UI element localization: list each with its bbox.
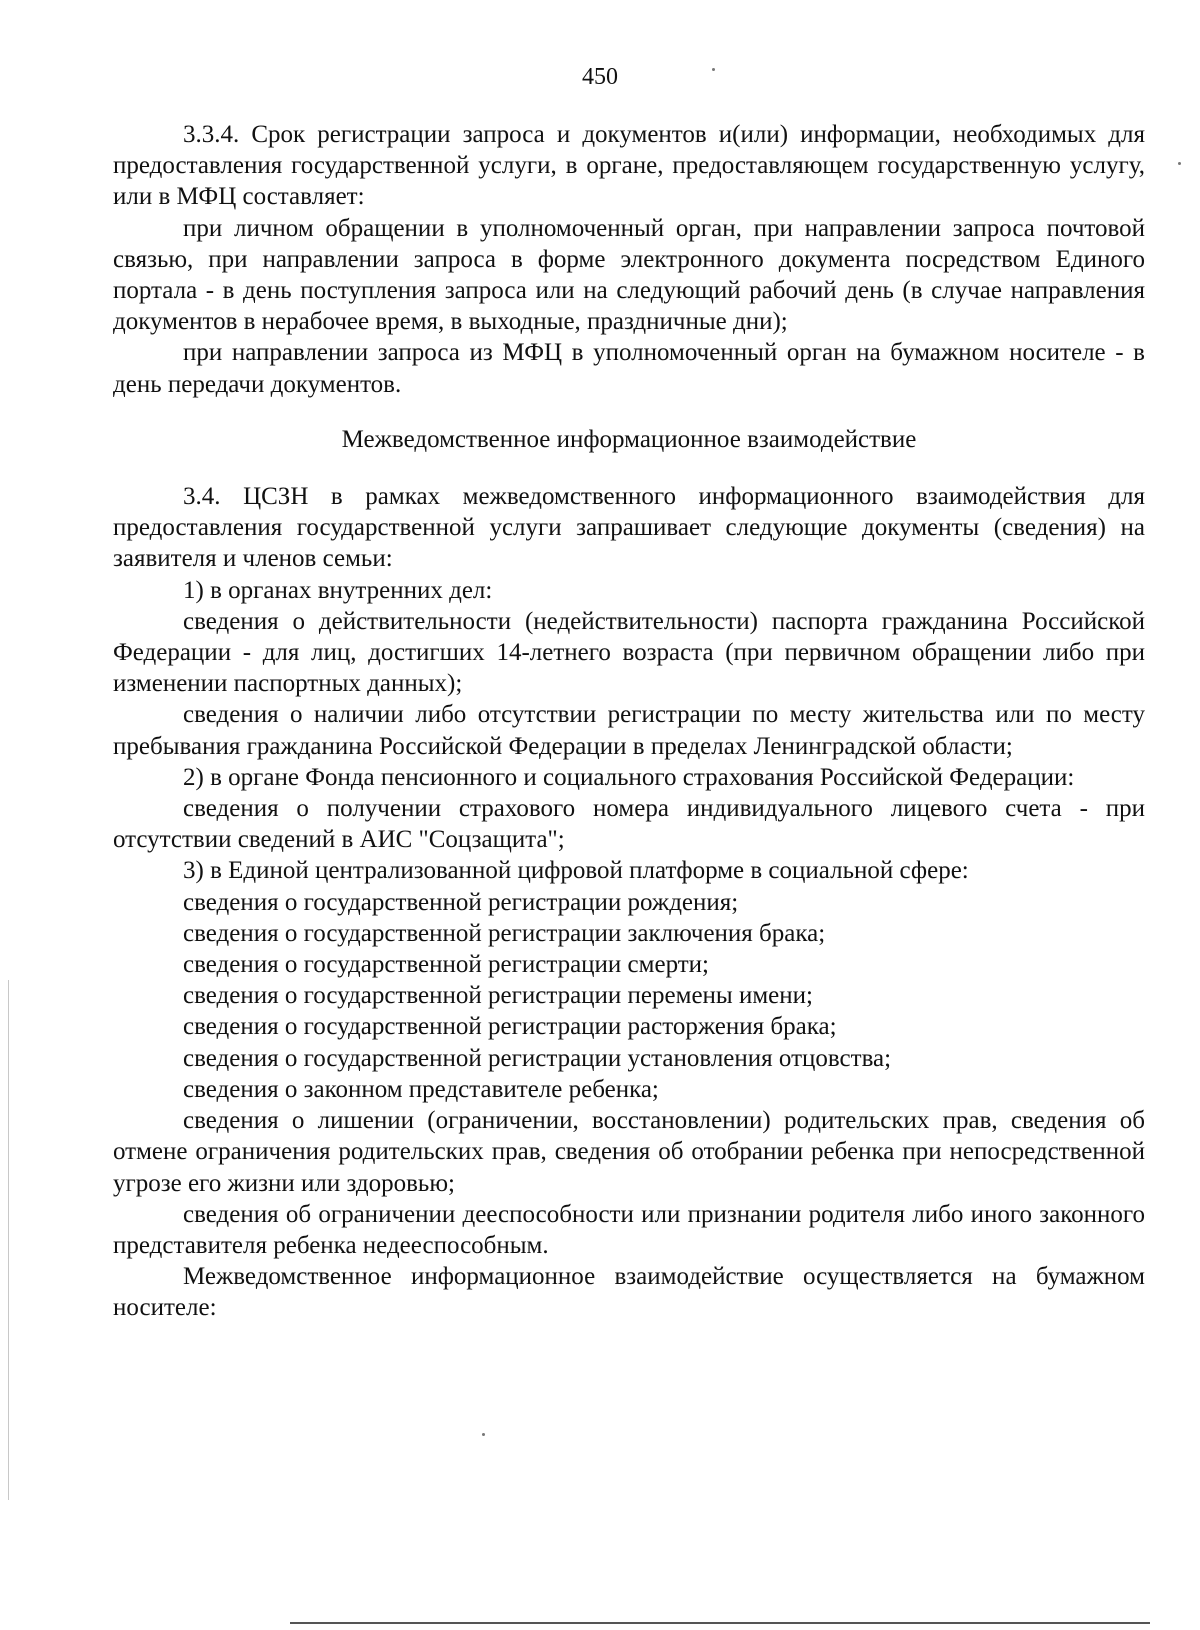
list-item-internal-affairs: 1) в органах внутренних дел: — [183, 576, 493, 604]
list-item-legal-representative: сведения о законном представителе ребенка; — [183, 1075, 659, 1103]
list-item-divorce: сведения о государственной регистрации расторжения брака; — [183, 1013, 837, 1041]
list-item-paternity: сведения о государственной регистрации установления отцовства; — [183, 1044, 892, 1072]
scan-edge-left — [8, 980, 9, 1500]
list-item-birth: сведения о государственной регистрации рождения; — [183, 888, 739, 916]
paragraph-personal-request: при личном обращении в уполномоченный орган, при направлении запроса почтовой связью, при направлении запроса в форме электронного документа посредством Единого портала - в день поступления запроса или на следующий рабочий день (в случае направления документов в нерабочее время, в выходные, праздничные дни); — [113, 214, 1145, 336]
document-body — [113, 119, 1145, 1324]
paragraph-3-4: 3.4. ЦСЗН в рамках межведомственного информационного взаимодействия для предоставления государственной услуги запрашивает следующие документы (сведения) на заявителя и членов семьи: — [113, 483, 1145, 573]
list-item-name-change: сведения о государственной регистрации перемены имени; — [183, 982, 813, 1010]
list-item-digital-platform: 3) в Единой централизованной цифровой платформе в социальной сфере: — [183, 857, 969, 885]
list-item-marriage: сведения о государственной регистрации заключения брака; — [183, 919, 826, 947]
scan-edge-bottom — [290, 1622, 1150, 1624]
page-number: 450 — [582, 64, 618, 90]
list-item-passport-validity: сведения о действительности (недействительности) паспорта гражданина Российской Федерации - для лиц, достигших 14-летнего возраста (при первичном обращении либо при изменении паспортных данных); — [113, 607, 1145, 698]
paragraph-3-3-4: 3.3.4. Срок регистрации запроса и документов и(или) информации, необходимых для предоставления государственной услуги, в органе, предоставляющем государственную услугу, или в МФЦ составляет: — [113, 121, 1145, 211]
list-item-residence-registration: сведения о наличии либо отсутствии регистрации по месту жительства или по месту пребывания гражданина Российской Федерации в пределах Ленинградской области; — [113, 701, 1145, 760]
paragraph-paper-interaction: Межведомственное информационное взаимодействие осуществляется на бумажном носителе: — [113, 1263, 1145, 1322]
list-item-legal-capacity: сведения об ограничении дееспособности или признании родителя либо иного законного представителя ребенка недееспособным. — [113, 1200, 1145, 1259]
list-item-parental-rights: сведения о лишении (ограничении, восстановлении) родительских прав, сведения об отмене ограничения родительских прав, сведения об отобрании ребенка при непосредственной угрозе его жизни или здоровью; — [113, 1107, 1145, 1197]
section-heading: Межведомственное информационное взаимодействие — [341, 425, 917, 453]
list-item-death: сведения о государственной регистрации смерти; — [183, 951, 709, 979]
scan-speck — [1178, 162, 1181, 165]
scan-speck — [482, 1433, 485, 1436]
list-item-pension-fund: 2) в органе Фонда пенсионного и социального страхования Российской Федерации: — [183, 763, 1075, 791]
paragraph-mfc-request: при направлении запроса из МФЦ в уполномоченный орган на бумажном носителе - в день передачи документов. — [113, 339, 1145, 398]
scan-speck — [712, 68, 715, 71]
list-item-snils: сведения о получении страхового номера индивидуального лицевого счета - при отсутствии сведений в АИС "Соцзащита"; — [113, 795, 1145, 854]
